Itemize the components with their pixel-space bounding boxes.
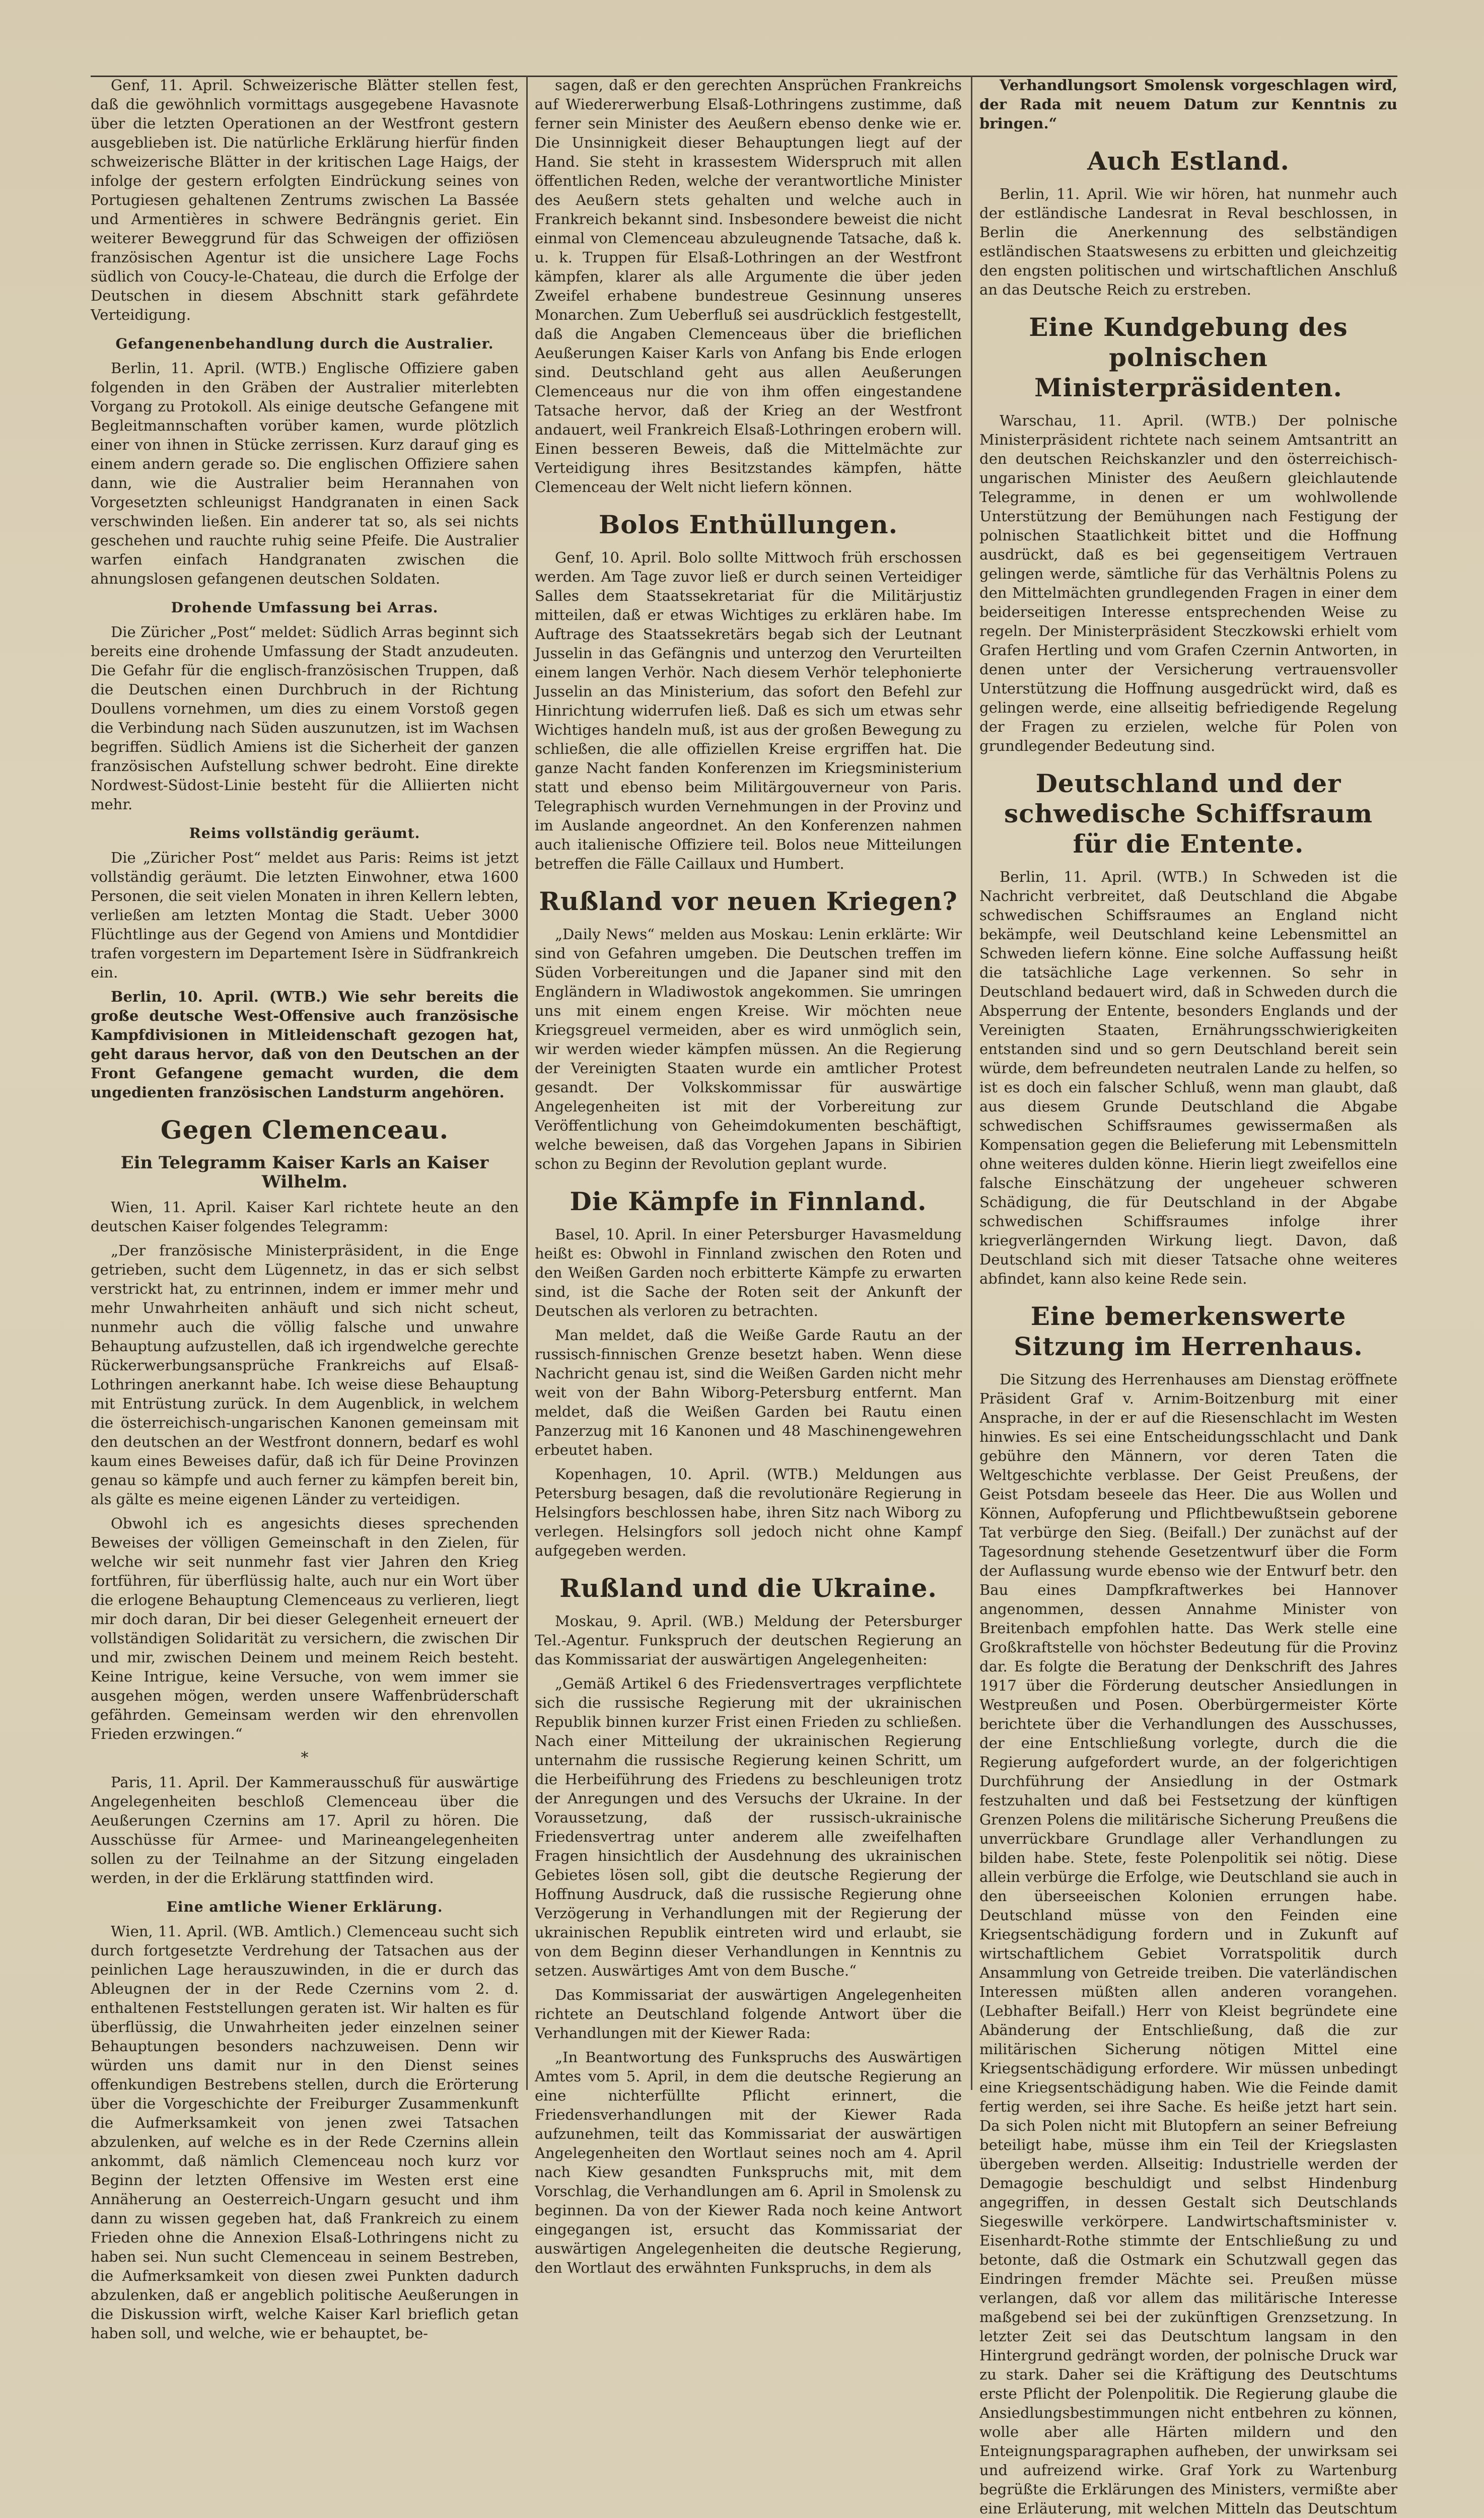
article-text: Berlin, 11. April. (WTB.) In Schweden ist die Nachricht verbreitet, daß Deutschland die Abgabe schwedischen Schiffsraumes an England nicht bekämpfe, weil Deutschland keine Lebensmittel an Schweden liefern könne. Eine solche Auffassung heißt die tatsächliche Lage verkennen. So sehr in Deutschland bedauert wird, daß in Schweden durch die Absperrung der Entente, besonders Englands und der Vereinigten Staaten, Ernährungsschwierigkeiten entstanden sind und so gern Deutschland bereit sein würde, dem befreundeten neutralen Lande zu helfen, so ist es doch ein falscher Schluß, wenn man glaubt, daß aus diesem Grunde Deutschland die Abgabe schwedischen Schiffsraumes gewissermaßen als Kompensation gegen die Belieferung mit Lebensmitteln ohne weiteres dulden könne. Hierin liegt zweifellos eine falsche Einschätzung der ungeheuer schweren Schädigung, die für Deutschland in der Abgabe schwedischen Schiffsraumes infolge ihrer kriegverlängernden Wirkung liegt. Davon, daß Deutschland sich mit dieser Tatsache ohne weiteres abfindet, kann also keine Rede sein. xyxy=(979,868,1397,1287)
article-text: Berlin, 11. April. Wie wir hören, hat nunmehr auch der estländische Landesrat in Reval beschlossen, in Berlin die Anerkennung des selbständigen estländischen Staatswesens zu erbitten und gleichzeitig den engsten politischen und wirtschaftlichen Anschluß an das Deutsche Reich zu erstreben. xyxy=(979,185,1397,298)
article-text: Wien, 11. April. Kaiser Karl richtete heute an den deutschen Kaiser folgendes Telegramm: xyxy=(91,1199,519,1235)
column-left xyxy=(91,76,519,2342)
article-text: Genf, 11. April. Schweizerische Blätter stellen fest, daß die gewöhnlich vormittags ausgegebene Havasnote über die letzten Operationen an der Westfront gestern ausgeblieben ist. Die natürliche Erklärung hierfür finden schweizerische Blätter in der kritischen Lage Haigs, der infolge der gestern erfolgten Eindrückung seines von Portugiesen gehaltenen Zentrums zwischen La Bassée und Armentières in schwere Bedrängnis geriet. Ein weiterer Beweggrund für das Schweigen der offiziösen französischen Agentur ist die unsichere Lage Fochs südlich von Coucy-le-Chateau, die durch die Erfolge der Deutschen in diesem Abschnitt stark gefährdete Verteidigung. xyxy=(91,77,519,323)
headline-bolos-enthuellungen: Bolos Enthüllungen. xyxy=(599,510,898,539)
headline-auch-estland: Auch Estland. xyxy=(1087,146,1290,176)
article-text: „Der französische Ministerpräsident, in die Enge getrieben, sucht dem Lügennetz, in das er sich selbst verstrickt hat, zu entrinnen, indem er immer mehr und mehr Unwahrheiten anhäuft und sich nicht scheut, nunmehr auch die völlig falsche und unwahre Behauptung aufzustellen, daß ich irgendwelche gerechte Rückerwerbungsansprüche Frankreichs auf Elsaß-Lothringen anerkannt habe. Ich weise diese Behauptung mit Entrüstung zurück. In dem Augenblick, in welchem die österreichisch-ungarischen Kanonen gemeinsam mit den deutschen an der Westfront donnern, bedarf es wohl kaum eines Beweises dafür, daß ich für Deine Provinzen genau so kämpfe und auch ferner zu kämpfen bereit bin, als gälte es meine eigenen Länder zu verteidigen. xyxy=(91,1242,519,1508)
article-text: „Gemäß Artikel 6 des Friedensvertrages verpflichtete sich die russische Regierung mit der ukrainischen Republik binnen kurzer Frist einen Frieden zu schließen. Nach einer Mitteilung der ukrainischen Regierung unternahm die russische Regierung keinen Schritt, um die Herbeiführung des Friedens zu beschleunigen trotz der Anregungen und des Versuchs der Ukraine. In der Voraussetzung, daß der russisch-ukrainische Friedensvertrag unter anderem alle zweifelhaften Fragen hinsichtlich der Ausdehnung des ukrainischen Gebietes lösen soll, gibt die deutsche Regierung der Hoffnung Ausdruck, daß die russische Regierung ohne Verzögerung in Verhandlungen mit der Regierung der ukrainischen Republik eintreten wird und erlaubt, sie von dem Beginn dieser Verhandlungen in Kenntnis zu setzen. Auswärtiges Amt von dem Busche.“ xyxy=(535,1675,962,1979)
headline-polnischer-ministerpraesident: Eine Kundgebung des polnischen Ministerpräsidenten. xyxy=(1029,312,1348,402)
article-text: Kopenhagen, 10. April. (WTB.) Meldungen aus Petersburg besagen, daß die revolutionäre Regierung in Helsingfors beschlossen habe, ihren Sitz nach Wiborg zu verlegen. Helsingfors soll jedoch nicht ohne Kampf aufgegeben werden. xyxy=(535,1465,962,1559)
subheadline: Ein Telegramm Kaiser Karls an Kaiser Wilhelm. xyxy=(120,1153,489,1192)
headline-kaempfe-finnland: Die Kämpfe in Finnland. xyxy=(570,1186,927,1216)
article-text: Verhandlungsort Smolensk vorgeschlagen wird, der Rada mit neuem Datum zur Kenntnis zu bringen.“ xyxy=(979,77,1397,132)
article-text: Basel, 10. April. In einer Petersburger Havasmeldung heißt es: Obwohl in Finnland zwischen den Roten und den Weißen Garden noch erbitterte Kämpfe zu erwarten sind, ist die Sache der Roten seit der Ankunft der Deutschen als verloren zu betrachten. xyxy=(535,1226,962,1319)
section-heading: Drohende Umfassung bei Arras. xyxy=(171,599,439,616)
article-text: Die „Züricher Post“ meldet aus Paris: Reims ist jetzt vollständig geräumt. Die letzten Einwohner, etwa 1600 Personen, die seit vielen Monaten in ihren Kellern lebten, verließen am letzten Montag die Stadt. Ueber 3000 Flüchtlinge aus der Gegend von Amiens und Montdidier trafen vorgestern im Departement Isère in Südfrankreich ein. xyxy=(91,849,519,981)
article-text: Die Sitzung des Herrenhauses am Dienstag eröffnete Präsident Graf v. Arnim-Boitzenburg mit einer Ansprache, in der er auf die Riesenschlacht im Westen hinwies. Es sei eine Entscheidungsschlacht und Dank gebühre den Männern, vor deren Taten die Weltgeschichte verblasse. Der Geist Preußens, der Geist Potsdam beseele das Heer. Die aus Wollen und Können, Aufopferung und Pflichtbewußtsein geborene Tat verbürge den Sieg. (Beifall.) Der zunächst auf der Tagesordnung stehende Gesetzentwurf über die Form der Auflassung wurde ebenso wie der Entwurf betr. den Bau eines Dampfkraftwerkes bei Hannover angenommen, dessen Annahme Minister von Breitenbach empfohlen hatte. Das Werk stelle eine Großkraftstelle von höchster Bedeutung für die Provinz dar. Es folgte die Beratung der Denkschrift des Jahres 1917 über die Förderung deutscher Ansiedlungen in Westpreußen und Posen. Oberbürgermeister Körte berichtete über die Verhandlungen des Ausschusses, der eine Entschließung vorlegte, durch die die Regierung aufgefordert wurde, an der folgerichtigen Durchführung der Ansiedlung in der Ostmark festzuhalten und daß bei Festsetzung der künftigen Grenzen Polens die militärische Sicherung Preußens die unverrückbare Grundlage aller Verhandlungen zu bilden habe. Stete, feste Polenpolitik sei nötig. Diese allein verbürge die Erfolge, wie Deutschland sie auch in den überseeischen Kolonien errungen habe. Deutschland müsse von den Feinden eine Kriegsentschädigung fordern und in Zukunft auf wirtschaftlichem Gebiet Vorratspolitik durch Ansammlung von Getreide treiben. Die vaterländischen Interessen müßten allen anderen vorangehen. (Lebhafter Beifall.) Herr von Kleist begründete eine Abänderung der Entschließung, daß die zur militärischen Sicherung nötigen Mittel eine Kriegsentschädigung erfordere. Wir müssen unbedingt eine Kriegsentschädigung haben. Wie die Feinde damit fertig werden, sei ihre Sache. Es heiße jetzt hart sein. Da sich Polen nicht mit Blutopfern an seiner Befreiung beteiligt habe, müsse ihm ein Teil der Kriegslasten übergeben werden. Allseitig: Industrielle werden der Demagogie beschuldigt und selbst Hindenburg angegriffen, in dessen Gestalt sich Deutschlands Siegeswille verkörpere. Landwirtschaftsminister v. Eisenhardt-Rothe stimmte der Entschließung zu und betonte, daß die Ostmark ein Schutzwall gegen das Eindringen fremder Mächte sei. Preußen müsse verlangen, daß vor allem das militärische Interesse maßgebend sei bei der zukünftigen Grenzsetzung. In letzter Zeit sei das Deutschtum langsam in den Hintergrund gedrängt worden, der polnische Druck war zu stark. Daher sei die Kräftigung des Deutschtums erste Pflicht der Polenpolitik. Die Regierung glaube die Ansiedlungsbestimmungen nicht entbehren zu können, wolle aber alle Härten mildern und den Enteignungsparagraphen aufheben, der unwirksam sei und aufreizend wirke. Graf York zu Wartenburg begrüßte die Erklärungen des Ministers, vermißte aber eine Erläuterung, mit welchen Mitteln das Deutschtum xyxy=(979,1371,1397,2517)
article-text: sagen, daß er den gerechten Ansprüchen Frankreichs auf Wiedererwerbung Elsaß-Lothringens zustimme, daß ferner sein Minister des Aeußern ebenso denke wie er. Die Unsinnigkeit dieser Behauptungen liegt auf der Hand. Sie steht in krassestem Widerspruch mit allen öffentlichen Reden, welche der verantwortliche Minister des Aeußern stets gehalten und welche auch in Frankreich bekannt sind. Insbesondere beweist die nicht einmal von Clemenceau abzuleugnende Tatsache, daß k. u. k. Truppen für Elsaß-Lothringen an der Westfront kämpfen, klarer als alle Argumente die über jeden Zweifel erhabene bundestreue Gesinnung unseres Monarchen. Zum Ueberfluß sei ausdrücklich festgestellt, daß die Angaben Clemenceaus über die brieflichen Aeußerungen Kaiser Karls von Anfang bis Ende erlogen sind. Deutschland geht aus allen Aeußerungen Clemenceaus nur die von ihm offen eingestandene Tatsache hervor, daß der Krieg an der Westfront andauert, weil Frankreich Elsaß-Lothringen erobern will. Einen besseren Beweis, daß die Mittelmächte zur Verteidigung ihres Besitzstandes kämpfen, hätte Clemenceau der Welt nicht liefern können. xyxy=(535,77,962,496)
article-text: Die Züricher „Post“ meldet: Südlich Arras beginnt sich bereits eine drohende Umfassung der Stadt anzudeuten. Die Gefahr für die englisch-französischen Truppen, daß die Deutschen einen Durchbruch in der Richtung Doullens vornehmen, um dies zu einem Vorstoß gegen die Verbindung nach Süden auszunutzen, ist im Wachsen begriffen. Südlich Amiens ist die Sicherheit der ganzen französischen Aufstellung schwer bedroht. Eine direkte Nordwest-Südost-Linie besteht für die Alliierten nicht mehr. xyxy=(91,623,519,813)
article-text: Berlin, 11. April. (WTB.) Englische Offiziere gaben folgenden in den Gräben der Australier miterlebten Vorgang zu Protokoll. Als einige deutsche Gefangene mit Begleitmannschaften vorüber kamen, wurde plötzlich einer von ihnen in Stücke zerrissen. Kurz darauf ging es einem andern gerade so. Die englischen Offiziere sahen dann, wie die Australier beim Herannahen von Vorgesetzten schleunigst Handgranaten in einen Sack verschwinden ließen. Ein anderer tat so, als sei nichts geschehen und rauchte ruhig seine Pfeife. Die Australier warfen einfach Handgranaten zwischen die ahnungslosen gefangenen deutschen Soldaten. xyxy=(91,360,519,587)
article-text: Obwohl ich es angesichts dieses sprechenden Beweises der völligen Gemeinschaft in den Zielen, für welche wir seit nunmehr fast vier Jahren den Krieg fortführen, für überflüssig halte, auch nur ein Wort über die erlogene Behauptung Clemenceaus zu verlieren, liegt mir doch daran, Dir bei dieser Gelegenheit erneuert der vollständigen Solidarität zu versichern, die zwischen Dir und mir, zwischen Deinem und meinem Reich besteht. Keine Intrigue, keine Versuche, von wem immer sie ausgehen mögen, werden unsere Waffenbrüderschaft gefährden. Gemeinsam werden wir den ehrenvollen Frieden erzwingen.“ xyxy=(91,1515,519,1742)
headline-schiffsraum: Deutschland und der schwedische Schiffsraum für die Entente. xyxy=(1004,768,1373,859)
article-text: Das Kommissariat der auswärtigen Angelegenheiten richtete an Deutschland folgende Antwort über die Verhandlungen mit der Kiewer Rada: xyxy=(535,1986,962,2042)
headline-herrenhaus: Eine bemerkenswerte Sitzung im Herrenhaus. xyxy=(1014,1301,1363,1361)
article-text: „Daily News“ melden aus Moskau: Lenin erklärte: Wir sind von Gefahren umgeben. Die Deutschen treffen im Süden Vorbereitungen und die Japaner sind mit den Engländern in Wladiwostok angekommen. Sie umringen uns mit einem engen Kreise. Wir möchten neue Kriegsgreuel vermeiden, aber es wird unmöglich sein, wir werden wieder kämpfen müssen. An die Regierung der Vereinigten Staaten wurde ein amtlicher Protest gesandt. Der Volkskommissar für auswärtige Angelegenheiten ist mit der Vorbereitung zur Veröffentlichung von Geheimdokumenten beschäftigt, welche beweisen, daß das Vorgehen Japans in Sibirien schon zu Beginn der Revolution geplant wurde. xyxy=(535,926,962,1172)
separator-star: * xyxy=(301,1749,309,1767)
article-text: „In Beantwortung des Funkspruchs des Auswärtigen Amtes vom 5. April, in dem die deutsche Regierung an eine nichterfüllte Pflicht erinnert, die Friedensverhandlungen mit der Kiewer Rada aufzunehmen, teilt das Kommissariat der auswärtigen Angelegenheiten den Wortlaut seines noch am 4. April nach Kiew gesandten Funkspruchs mit, mit dem Vorschlag, die Verhandlungen am 6. April in Smolensk zu beginnen. Da von der Kiewer Rada noch keine Antwort eingegangen ist, ersucht das Kommissariat der auswärtigen Angelegenheiten die deutsche Regierung, den Wortlaut des erwähnten Funkspruchs, in dem als xyxy=(535,2049,962,2276)
column-rule-1 xyxy=(526,76,528,2090)
article-text: Man meldet, daß die Weiße Garde Rautu an der russisch-finnischen Grenze besetzt haben. Wenn diese Nachricht genau ist, sind die Weißen Garden nicht mehr weit von der Bahn Wiborg-Petersburg entfernt. Man meldet, daß die Weißen Garden bei Rautu einen Panzerzug mit 16 Kanonen und 48 Maschinengewehren erbeutet haben. xyxy=(535,1326,962,1458)
section-heading: Reims vollständig geräumt. xyxy=(189,825,420,842)
article-text: Berlin, 10. April. (WTB.) Wie sehr bereits die große deutsche West-Offensive auch französische Kampfdivisionen in Mitleidenschaft gezogen hat, geht daraus hervor, daß von den Deutschen an der Front Gefangene gemacht wurden, die dem ungedienten französischen Landsturm angehören. xyxy=(91,988,519,1101)
article-text: Moskau, 9. April. (WB.) Meldung der Petersburger Tel.-Agentur. Funkspruch der deutschen Regierung an das Kommissariat der auswärtigen Angelegenheiten: xyxy=(535,1613,962,1668)
section-heading: Gefangenenbehandlung durch die Australier. xyxy=(115,335,494,352)
headline-russland-kriegen: Rußland vor neuen Kriegen? xyxy=(539,886,958,916)
article-text: Genf, 10. April. Bolo sollte Mittwoch früh erschossen werden. Am Tage zuvor ließ er durch seinen Verteidiger Salles dem Staatssekretariat für die Militärjustiz mitteilen, daß er etwas Wichtiges zu erklären habe. Im Auftrage des Staatssekretärs begab sich der Leutnant Jusselin in das Gefängnis und unterzog den Verurteilten einem langen Verhör. Nach diesem Verhör telephonierte Jusselin an das Ministerium, das sofort den Befehl zur Hinrichtung widerrufen ließ. Daß es sich um etwas sehr Wichtiges handeln muß, ist aus der großen Bewegung zu schließen, die alle offiziellen Kreise ergriffen hat. Die ganze Nacht fanden Konferenzen im Kriegsministerium statt und ebenso beim Militärgouverneur von Paris. Telegraphisch wurden Vernehmungen in der Provinz und im Auslande angeordnet. An den Konferenzen nahmen auch italienische Offiziere teil. Bolos neue Mitteilungen betreffen die Fälle Caillaux und Humbert. xyxy=(535,549,962,872)
article-text: Paris, 11. April. Der Kammerausschuß für auswärtige Angelegenheiten beschloß Clemenceau über die Aeußerungen Czernins am 17. April zu hören. Die Ausschüsse für Armee- und Marineangelegenheiten sollen zu der Teilnahme an der Sitzung eingeladen werden, in der die Erklärung stattfinden wird. xyxy=(91,1774,519,1886)
column-rule-2 xyxy=(971,76,972,2090)
article-text: Wien, 11. April. (WB. Amtlich.) Clemenceau sucht sich durch fortgesetzte Verdrehung der Tatsachen aus der peinlichen Lage herauszuwinden, in die er durch das Ableugnen der in der Rede Czernins vom 2. d. enthaltenen Feststellungen geraten ist. Wir halten es für überflüssig, die Unwahrheiten jeder einzelnen seiner Behauptungen besonders nachzuweisen. Denn wir würden uns damit nur in den Dienst seines offenkundigen Bestrebens stellen, durch die Erörterung über die Vorgeschichte der Freiburger Zusammenkunft die Aufmerksamkeit von jenen zwei Tatsachen abzulenken, auf welche es in der Rede Czernins allein ankommt, daß nämlich Clemenceau noch kurz vor Beginn der letzten Offensive im Westen erst eine Annäherung an Oesterreich-Ungarn gesucht und ihm dann zu wissen gegeben hat, daß Frankreich zu einem Frieden ohne die Annexion Elsaß-Lothringens nicht zu haben sei. Nun sucht Clemenceau in seinem Bestreben, die Aufmerksamkeit von diesen zwei Punkten dadurch abzulenken, daß er angeblich politische Aeußerungen in die Diskussion wirft, welche Kaiser Karl brieflich getan haben soll, und welche, wie er behauptet, be- xyxy=(91,1923,519,2342)
column-right xyxy=(979,76,1397,2517)
column-middle xyxy=(535,76,962,2276)
headline-russland-ukraine: Rußland und die Ukraine. xyxy=(559,1573,937,1603)
section-heading: Eine amtliche Wiener Erklärung. xyxy=(166,1899,443,1915)
article-text: Warschau, 11. April. (WTB.) Der polnische Ministerpräsident richtete nach seinem Amtsantritt an den deutschen Reichskanzler und den österreichisch-ungarischen Minister des Aeußern gleichlautende Telegramme, in denen er um wohlwollende Unterstützung der Bemühungen nach Festigung der polnischen Staatlichkeit bittet und die Hoffnung ausdrückt, daß es bei gegenseitigem Vertrauen gelingen werde, sämtliche für das Verhältnis Polens zu den Mittelmächten grundlegenden Fragen in einer dem beiderseitigen Interesse entsprechenden Weise zu regeln. Der Ministerpräsident Steczkowski erhielt vom Grafen Hertling und vom Grafen Czernin Antworten, in denen unter der Versicherung vertrauensvoller Unterstützung die Hoffnung ausgedrückt wird, daß es gelingen werde, eine allseitig befriedigende Regelung der Fragen zu erzielen, welche für Polen von grundlegender Bedeutung sind. xyxy=(979,412,1397,754)
headline-gegen-clemenceau: Gegen Clemenceau. xyxy=(160,1115,449,1145)
